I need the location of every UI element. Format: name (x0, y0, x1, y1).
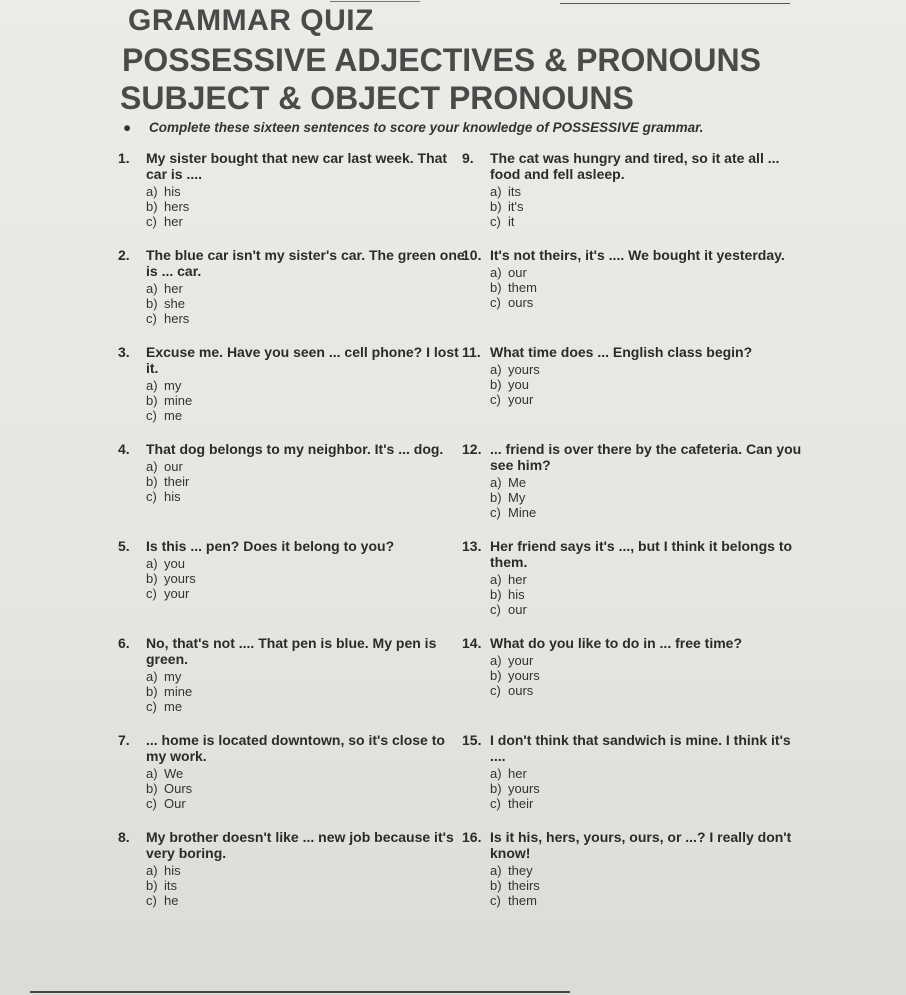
option-letter: c) (490, 505, 501, 520)
option-letter: a) (490, 475, 502, 490)
option-letter: b) (146, 393, 158, 408)
top-rule-short (330, 1, 420, 2)
question-sentence: ... friend is over there by the cafeteria. Can you see him? (490, 441, 802, 473)
bullet-icon: ● (123, 120, 132, 135)
answer-option[interactable] (490, 572, 822, 587)
option-letter: c) (490, 796, 501, 811)
answer-option[interactable] (490, 295, 822, 310)
answer-options (490, 863, 822, 908)
option-letter: b) (490, 377, 502, 392)
question-item (118, 247, 478, 344)
option-letter: a) (146, 863, 158, 878)
question-item (462, 247, 822, 344)
question-number: 8. (118, 829, 130, 845)
question-item (118, 344, 478, 441)
question-item (462, 635, 822, 732)
question-sentence: I don't think that sandwich is mine. I think it's .... (490, 732, 791, 764)
option-text: We (164, 766, 184, 781)
option-letter: b) (490, 280, 502, 295)
answer-option[interactable] (146, 571, 478, 586)
question-number: 16. (462, 829, 482, 845)
option-text: his (164, 489, 181, 504)
question-number: 3. (118, 344, 130, 360)
answer-option[interactable] (490, 863, 822, 878)
question-number: 5. (118, 538, 130, 554)
answer-option[interactable] (146, 586, 478, 601)
question-item (462, 441, 822, 538)
question-item (462, 829, 822, 926)
option-text: your (508, 653, 534, 668)
answer-options (490, 475, 822, 520)
question-sentence: Is this ... pen? Does it belong to you? (146, 538, 395, 554)
option-letter: b) (490, 781, 502, 796)
option-text: her (508, 766, 527, 781)
instruction-line (123, 120, 703, 135)
question-text (118, 829, 478, 861)
bottom-rule (30, 991, 570, 993)
option-text: her (164, 214, 183, 229)
answer-option[interactable] (490, 184, 822, 199)
answer-option[interactable] (146, 556, 478, 571)
option-letter: b) (490, 668, 502, 683)
answer-option[interactable] (146, 459, 478, 474)
option-letter: c) (490, 683, 501, 698)
option-text: Ours (164, 781, 193, 796)
answer-option[interactable] (146, 489, 478, 504)
question-sentence: Her friend says it's ..., but I think it belongs to them. (490, 538, 793, 570)
option-text: yours (508, 362, 540, 377)
option-text: its (164, 878, 177, 893)
answer-options (490, 265, 822, 310)
question-sentence: The blue car isn't my sister's car. The green one is ... car. (146, 247, 465, 279)
question-number: 15. (462, 732, 482, 748)
option-letter: b) (146, 781, 158, 796)
quiz-subtitle-pronouns: SUBJECT & OBJECT PRONOUNS (120, 80, 634, 116)
answer-option[interactable] (146, 796, 478, 811)
option-letter: a) (146, 184, 158, 199)
question-text (118, 732, 478, 764)
option-letter: a) (146, 459, 158, 474)
option-letter: c) (146, 408, 157, 423)
option-letter: c) (490, 295, 501, 310)
option-text: our (508, 265, 527, 280)
answer-option[interactable] (490, 199, 822, 214)
question-sentence: It's not theirs, it's .... We bought it yesterday. (490, 247, 785, 263)
quiz-title: GRAMMAR QUIZ (128, 4, 374, 37)
question-text (462, 150, 822, 182)
question-number: 2. (118, 247, 130, 263)
answer-option[interactable] (490, 392, 822, 407)
question-text (462, 247, 822, 263)
right-question-column (462, 150, 822, 926)
answer-option[interactable] (490, 265, 822, 280)
option-text: ours (508, 683, 534, 698)
option-letter: b) (146, 474, 158, 489)
option-letter: c) (146, 796, 157, 811)
question-item (118, 732, 478, 829)
option-letter: c) (146, 489, 157, 504)
question-number: 7. (118, 732, 130, 748)
question-number: 1. (118, 150, 130, 166)
option-text: Mine (508, 505, 537, 520)
option-text: mine (164, 684, 193, 699)
question-sentence: Is it his, hers, yours, ours, or ...? I really don't know! (490, 829, 792, 861)
answer-options (146, 459, 478, 504)
question-text (462, 441, 822, 473)
question-text (118, 150, 478, 182)
option-text: mine (164, 393, 193, 408)
option-text: their (508, 796, 534, 811)
option-text: it (508, 214, 515, 229)
answer-option[interactable] (490, 781, 822, 796)
answer-option[interactable] (490, 280, 822, 295)
question-item (118, 829, 478, 926)
question-number: 11. (462, 344, 481, 360)
option-text: me (164, 408, 183, 423)
answer-option[interactable] (490, 766, 822, 781)
answer-options (490, 766, 822, 811)
answer-option[interactable] (146, 474, 478, 489)
option-letter: a) (490, 572, 502, 587)
answer-option[interactable] (146, 378, 478, 393)
question-text (462, 635, 822, 651)
question-item (118, 150, 478, 247)
question-sentence: The cat was hungry and tired, so it ate all ... food and fell asleep. (490, 150, 780, 182)
question-item (118, 441, 478, 538)
answer-option[interactable] (146, 296, 478, 311)
option-text: her (164, 281, 183, 296)
answer-option[interactable] (490, 668, 822, 683)
answer-option[interactable] (490, 587, 822, 602)
answer-option[interactable] (490, 475, 822, 490)
question-sentence: My brother doesn't like ... new job because it's very boring. (146, 829, 454, 861)
answer-option[interactable] (146, 408, 478, 423)
option-letter: b) (146, 296, 158, 311)
option-text: them (508, 280, 537, 295)
answer-option[interactable] (146, 684, 478, 699)
question-number: 12. (462, 441, 482, 457)
question-text (462, 538, 822, 570)
question-text (118, 441, 478, 457)
option-text: its (508, 184, 521, 199)
answer-option[interactable] (146, 766, 478, 781)
option-letter: c) (490, 602, 501, 617)
answer-option[interactable] (146, 699, 478, 714)
option-letter: c) (146, 699, 157, 714)
answer-options (146, 184, 478, 229)
option-text: hers (164, 311, 190, 326)
option-letter: b) (490, 878, 502, 893)
option-letter: b) (490, 199, 502, 214)
question-sentence: My sister bought that new car last week. That car is .... (146, 150, 448, 182)
question-item (462, 538, 822, 635)
answer-options (146, 766, 478, 811)
option-text: Me (508, 475, 527, 490)
question-sentence: ... home is located downtown, so it's close to my work. (146, 732, 445, 764)
instruction-text: Complete these sixteen sentences to score your knowledge of POSSESSIVE grammar. (149, 120, 704, 135)
option-letter: b) (146, 571, 158, 586)
answer-option[interactable] (146, 393, 478, 408)
option-text: my (164, 669, 182, 684)
option-letter: a) (490, 653, 502, 668)
answer-options (490, 653, 822, 698)
option-text: she (164, 296, 185, 311)
option-text: he (164, 893, 179, 908)
option-text: your (164, 586, 190, 601)
question-number: 9. (462, 150, 474, 166)
question-item (118, 635, 478, 732)
option-text: them (508, 893, 537, 908)
option-letter: c) (146, 586, 157, 601)
answer-option[interactable] (490, 602, 822, 617)
option-letter: c) (490, 392, 501, 407)
option-letter: b) (146, 684, 158, 699)
option-letter: c) (490, 214, 501, 229)
question-text (118, 538, 478, 554)
option-text: theirs (508, 878, 540, 893)
answer-option[interactable] (146, 863, 478, 878)
question-text (118, 247, 478, 279)
option-letter: a) (146, 281, 158, 296)
answer-option[interactable] (490, 683, 822, 698)
option-text: his (508, 587, 525, 602)
answer-option[interactable] (146, 199, 478, 214)
option-text: me (164, 699, 183, 714)
question-sentence: That dog belongs to my neighbor. It's ... dog. (146, 441, 444, 457)
question-text (118, 635, 478, 667)
question-item (462, 150, 822, 247)
option-letter: a) (490, 863, 502, 878)
answer-option[interactable] (490, 377, 822, 392)
question-number: 13. (462, 538, 482, 554)
option-text: Our (164, 796, 186, 811)
option-text: her (508, 572, 527, 587)
question-sentence: What time does ... English class begin? (490, 344, 753, 360)
option-letter: c) (146, 214, 157, 229)
answer-option[interactable] (146, 214, 478, 229)
answer-option[interactable] (490, 362, 822, 377)
option-text: My (508, 490, 526, 505)
option-text: his (164, 184, 181, 199)
option-letter: a) (490, 766, 502, 781)
answer-options (146, 281, 478, 326)
question-sentence: No, that's not .... That pen is blue. My pen is green. (146, 635, 437, 667)
question-number: 14. (462, 635, 482, 651)
option-letter: a) (146, 766, 158, 781)
question-sentence: What do you like to do in ... free time? (490, 635, 743, 651)
option-letter: a) (490, 184, 502, 199)
answer-option[interactable] (146, 893, 478, 908)
answer-option[interactable] (146, 184, 478, 199)
option-text: hers (164, 199, 190, 214)
option-text: it's (508, 199, 524, 214)
answer-option[interactable] (146, 878, 478, 893)
option-letter: c) (146, 311, 157, 326)
question-item (118, 538, 478, 635)
answer-option[interactable] (490, 490, 822, 505)
answer-option[interactable] (490, 653, 822, 668)
option-letter: a) (146, 378, 158, 393)
question-text (462, 344, 822, 360)
answer-option[interactable] (490, 505, 822, 520)
answer-option[interactable] (146, 669, 478, 684)
option-text: his (164, 863, 181, 878)
question-number: 6. (118, 635, 130, 651)
option-text: my (164, 378, 182, 393)
option-letter: b) (146, 878, 158, 893)
answer-options (490, 362, 822, 407)
question-item (462, 732, 822, 829)
answer-option[interactable] (490, 878, 822, 893)
question-sentence: Excuse me. Have you seen ... cell phone? I lost it. (146, 344, 459, 376)
answer-options (146, 378, 478, 423)
left-question-column (118, 150, 478, 926)
option-text: their (164, 474, 190, 489)
quiz-subtitle-possessive: POSSESSIVE ADJECTIVES & PRONOUNS (122, 42, 761, 78)
option-letter: a) (490, 362, 502, 377)
answer-options (146, 556, 478, 601)
question-number: 10. (462, 247, 482, 263)
option-text: yours (164, 571, 196, 586)
answer-options (146, 669, 478, 714)
question-item (462, 344, 822, 441)
option-letter: a) (490, 265, 502, 280)
option-text: you (164, 556, 185, 571)
option-letter: b) (146, 199, 158, 214)
top-rule (560, 3, 790, 4)
option-letter: c) (490, 893, 501, 908)
answer-option[interactable] (490, 893, 822, 908)
option-text: our (508, 602, 527, 617)
option-text: ours (508, 295, 534, 310)
question-text (462, 829, 822, 861)
option-text: yours (508, 781, 540, 796)
option-letter: a) (146, 669, 158, 684)
option-text: our (164, 459, 183, 474)
option-text: your (508, 392, 534, 407)
answer-option[interactable] (146, 781, 478, 796)
option-letter: a) (146, 556, 158, 571)
option-letter: c) (146, 893, 157, 908)
question-number: 4. (118, 441, 130, 457)
answer-option[interactable] (490, 214, 822, 229)
option-text: yours (508, 668, 540, 683)
option-text: they (508, 863, 533, 878)
option-text: you (508, 377, 529, 392)
answer-options (146, 863, 478, 908)
answer-options (490, 572, 822, 617)
question-text (118, 344, 478, 376)
option-letter: b) (490, 490, 502, 505)
question-text (462, 732, 822, 764)
answer-options (490, 184, 822, 229)
answer-option[interactable] (146, 281, 478, 296)
option-letter: b) (490, 587, 502, 602)
answer-option[interactable] (146, 311, 478, 326)
answer-option[interactable] (490, 796, 822, 811)
